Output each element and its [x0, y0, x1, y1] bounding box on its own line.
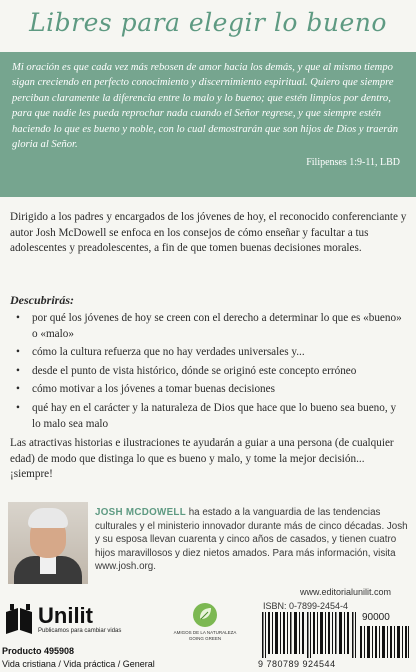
publisher-brand: Unilit [38, 603, 93, 628]
addon-barcode-icon [360, 626, 410, 658]
publisher-tagline: Publicamos para cambiar vidas [38, 628, 122, 634]
discover-heading: Descubrirás: [10, 293, 75, 307]
product-category: Vida cristiana / Vida práctica / General [2, 659, 155, 669]
author-name: JOSH MCDOWELL [95, 507, 186, 518]
eco-label: AMIGOS DE LA NATURALEZA GOING GREEN [173, 630, 237, 641]
list-item: • cómo la cultura refuerza que no hay verdades universales y... [10, 345, 406, 361]
barcode-icon [262, 612, 358, 658]
barcode-digits: 9 780789 924544 [258, 659, 336, 669]
publisher-website: www.editorialunilit.com [300, 587, 392, 597]
discover-list [10, 311, 406, 435]
bullet-icon: • [16, 346, 20, 359]
closing-paragraph: Las atractivas historias e ilustraciones te ayudarán a guiar a una persona (de cualquier edad) de modo que distinga lo que es bueno y malo, y tome la mejor decisión... ¡siempre! [10, 437, 394, 481]
book-stack-logo-icon [4, 604, 36, 634]
list-item: • qué hay en el carácter y la naturaleza de Dios que hace que lo bueno sea bueno, y lo malo sea malo [16, 401, 397, 430]
list-item: • por qué los jóvenes de hoy se creen con el derecho a determinar lo que es «bueno» o «malo» [16, 312, 402, 340]
author-photo [8, 502, 88, 584]
intro-paragraph: Dirigido a los padres y encargados de los jóvenes de hoy, el reconocido conferenciante y autor Josh McDowell se enfoca en los consejos de cómo enseñar y facultar a tus adolescentes y preadolescentes, a fin de que tomen buenas decisiones morales. [10, 211, 407, 255]
leaf-globe-icon [192, 602, 218, 628]
author-bio-text: ha estado a la vanguardia de las tendencias culturales y el ministerio innovador durante más de cinco décadas. Josh y su esposa llevan cuarenta y cinco años de casados, y tienen cuatro hijos maravillosos y diez nietos amados. Para más información, visita www.josh.org. [95, 507, 408, 573]
book-title: Libres para elegir lo bueno [29, 8, 387, 37]
scripture-reference: Filipenses 1:9-11, LBD [306, 157, 400, 169]
list-item: • cómo motivar a los jóvenes a tomar buenas decisiones [10, 382, 406, 398]
scripture-quote-text: Mi oración es que cada vez más rebosen de amor hacia los demás, y que al mismo tiempo sigan creciendo en perfecto conocimiento y discernimiento espiritual. Quiero que siempre perciban claramente la diferencia entre lo malo y lo bueno; que estén limpios por dentro, para que nadie les pueda reprochar nada cuando el Señor regrese, y que siempre estén haciendo lo que es bueno y noble, con lo cual demostrarán que son hijos de Dios y traerán gloria al Señor. [12, 62, 399, 151]
author-bio [95, 506, 410, 574]
bullet-icon: • [16, 312, 20, 324]
bullet-icon: • [16, 383, 20, 396]
bullet-icon: • [16, 401, 20, 414]
bullet-icon: • [16, 364, 20, 377]
scripture-quote-box [0, 52, 416, 197]
list-item: • desde el punto de vista histórico, dónde se originó este concepto erróneo [10, 364, 406, 380]
price-code: 90000 [362, 612, 390, 623]
product-number: Producto 495908 [2, 646, 75, 656]
isbn: ISBN: 0-7899-2454-4 [263, 601, 349, 611]
